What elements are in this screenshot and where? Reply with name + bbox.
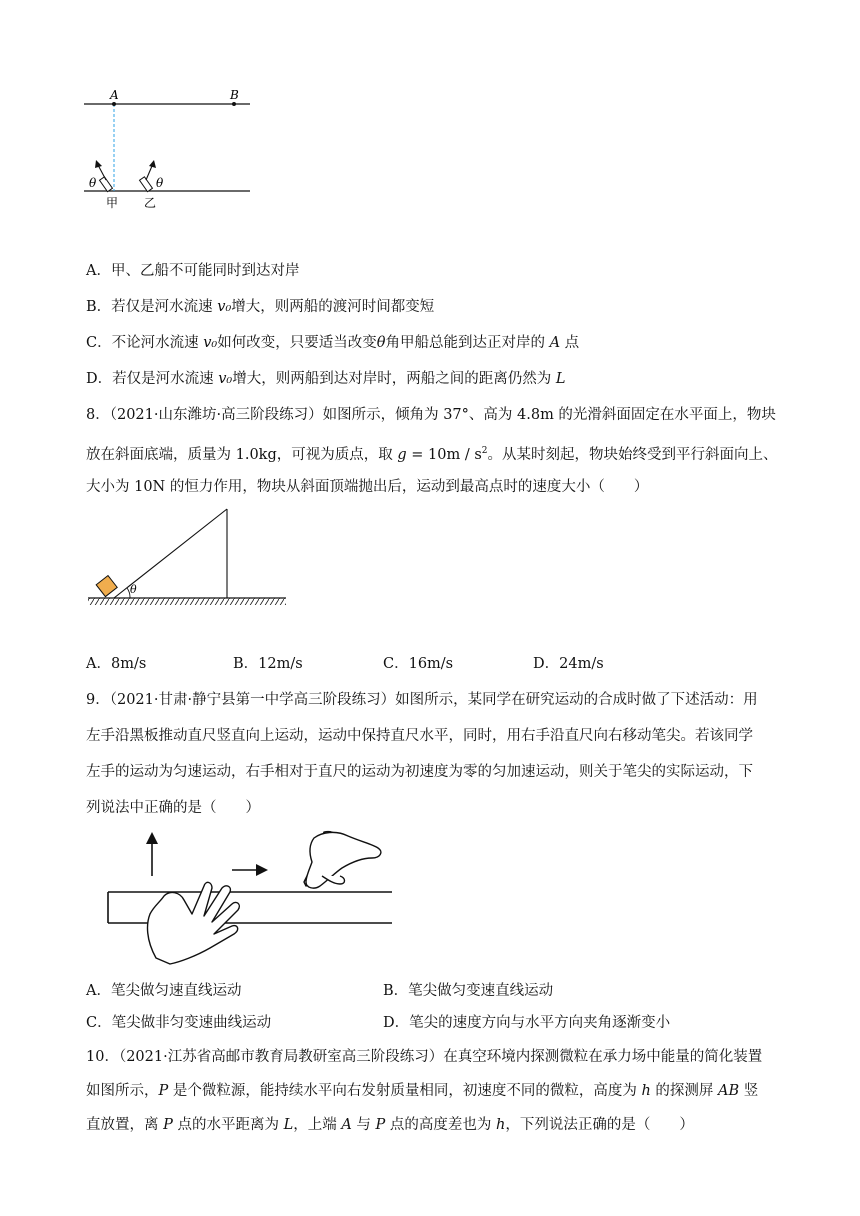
q10-stem-3c: ，上端: [293, 1117, 342, 1133]
label-A: A: [110, 88, 119, 102]
q7-option-b-var: v₀: [217, 299, 232, 315]
q9-option-b: [383, 981, 553, 1001]
q10-stem-2d: 竖: [739, 1083, 759, 1099]
q10-stem-3d: 与: [351, 1117, 376, 1133]
right-hand-with-pen: [304, 832, 381, 888]
q10-stem-2AB: AB: [718, 1083, 740, 1099]
q7-option-d-var: v₀: [218, 371, 233, 387]
q10-stem-line-2: [86, 1081, 758, 1101]
q10-stem-2b: 是个微粒源，能持续水平向右发射质量相同，初速度不同的微粒，高度为: [168, 1083, 642, 1099]
q10-stem-3a: 直放置，离: [86, 1117, 164, 1133]
right-arrow-head: [256, 864, 268, 876]
q8-option-a-text: A．8m/s: [86, 656, 147, 672]
river-boats-figure: [80, 86, 260, 212]
point-A-dot: [112, 102, 116, 106]
q7-option-d-pre: D．若仅是河水流速: [86, 371, 219, 387]
q10-stem-2a: 如图所示，: [86, 1083, 159, 1099]
q10-stem-line-3: [86, 1115, 694, 1135]
q10-stem-3h: h: [496, 1117, 506, 1133]
q8-stem-text-2-pre: 放在斜面底端，质量为 1.0kg，可视为质点，取: [86, 446, 398, 463]
q9-option-c-text: C．笔尖做非匀变速曲线运动: [86, 1015, 272, 1031]
q9-stem-line-3: [86, 762, 753, 782]
arrowhead-yi: [149, 160, 156, 168]
velocity-arrow-yi: [146, 166, 152, 180]
q7-option-c-pre: C．不论河水流速: [86, 335, 204, 351]
q8-option-c-text: C．16m/s: [383, 656, 454, 672]
q10-stem-3e: 点的高度差也为: [385, 1117, 497, 1133]
q9-stem-line-1: [86, 690, 758, 710]
ruler-hands-figure: [100, 828, 400, 966]
q7-option-c: [86, 333, 579, 353]
label-theta-incline: θ: [130, 583, 137, 596]
q7-option-c-mid: 如何改变，只要适当改变: [217, 335, 377, 351]
q8-option-d-text: D．24m/s: [533, 656, 604, 672]
q10-stem-3P2: P: [375, 1117, 386, 1133]
q8-option-c: [383, 654, 453, 674]
q9-option-a: [86, 981, 241, 1001]
block: [96, 576, 117, 597]
q9-option-b-text: B．笔尖做匀变速直线运动: [383, 983, 554, 999]
q7-option-c-mid2: 角甲船总能到达正对岸的: [385, 335, 550, 351]
q7-option-a-text: A．甲、乙船不可能同时到达对岸: [86, 263, 300, 279]
q8-stem-line-2: [86, 441, 778, 465]
q10-stem-3f: ，下列说法正确的是（ ）: [505, 1117, 694, 1133]
q9-stem-text-2: 左手沿黑板推动直尺竖直向上运动，运动中保持直尺水平，同时，用右手沿直尺向右移动笔尖。若该同学: [86, 728, 753, 744]
q10-stem-text-1: 10．（2021·江苏省高邮市教育局教研室高三阶段练习）在真空环境内探测微粒在承力场中能量的简化装置: [86, 1049, 763, 1065]
q8-stem-text-3: 大小为 10N 的恒力作用，物块从斜面顶端抛出后，运动到最高点时的速度大小（ ）: [86, 479, 649, 495]
q9-stem-text-1: 9．（2021·甘肃·静宁县第一中学高三阶段练习）如图所示，某同学在研究运动的合成时做了下述活动：用: [86, 692, 758, 708]
q8-option-a: [86, 654, 146, 674]
q7-option-d: [86, 369, 566, 389]
q9-option-d-text: D．笔尖的速度方向与水平方向夹角逐渐变小: [383, 1015, 671, 1031]
q9-stem-text-4: 列说法中正确的是（ ）: [86, 800, 260, 816]
q8-option-b-text: B．12m/s: [233, 656, 303, 672]
q7-option-c-theta: θ: [376, 335, 386, 351]
left-hand: [148, 882, 240, 964]
q8-option-b: [233, 654, 303, 674]
q9-stem-line-2: [86, 726, 753, 746]
q7-option-b-pre: B．若仅是河水流速: [86, 299, 218, 315]
q8-option-d: [533, 654, 604, 674]
q7-option-a: [86, 261, 299, 281]
q7-option-c-var: v₀: [203, 335, 218, 351]
q8-stem-text-1: 8．（2021·山东潍坊·高三阶段练习）如图所示，倾角为 37°、高为 4.8m 的光滑斜面固定在水平面上，物块: [86, 407, 776, 423]
label-jia: 甲: [106, 196, 119, 210]
q10-stem-2c: 的探测屏: [650, 1083, 719, 1099]
q10-stem-3b: 点的水平距离为: [172, 1117, 284, 1133]
incline-figure: [84, 503, 290, 611]
q7-option-d-post: 增大，则两船到达对岸时，两船之间的距离仍然为: [232, 371, 556, 387]
q9-stem-line-4: [86, 798, 260, 818]
q9-option-d: [383, 1013, 670, 1033]
q10-stem-3P: P: [163, 1117, 173, 1133]
q9-stem-text-3: 左手的运动为匀速运动，右手相对于直尺的运动为初速度为零的匀加速运动，则关于笔尖的实际运动，下: [86, 764, 753, 780]
q7-option-b-post: 增大，则两船的渡河时间都变短: [231, 299, 435, 315]
point-B-dot: [232, 102, 236, 106]
q7-option-c-A: A: [549, 335, 561, 351]
velocity-arrow-jia: [98, 165, 106, 180]
q8-stem-eq: = 10m / s: [406, 446, 482, 463]
arrowhead-jia: [95, 160, 102, 168]
q7-option-b: [86, 297, 434, 317]
q8-stem-text-2-post: 。从某时刻起，物块始终受到平行斜面向上、: [487, 446, 778, 463]
q8-stem-line-3: [86, 477, 648, 497]
q8-stem-line-1: [86, 405, 776, 425]
q8-stem-exp: 2: [481, 446, 488, 456]
label-yi: 乙: [144, 196, 157, 210]
q10-stem-3A: A: [341, 1117, 352, 1133]
q10-stem-2h: h: [641, 1083, 651, 1099]
q8-stem-g: g: [397, 446, 407, 463]
q9-option-a-text: A．笔尖做匀速直线运动: [86, 983, 242, 999]
label-B: B: [230, 88, 239, 102]
q10-stem-line-1: [86, 1047, 762, 1067]
q7-option-d-L: L: [555, 371, 566, 387]
q7-option-c-post: 点: [560, 335, 580, 351]
ground-hatch: [88, 598, 286, 605]
q10-stem-3L: L: [283, 1117, 294, 1133]
up-arrow-head: [146, 832, 158, 844]
q9-option-c: [86, 1013, 271, 1033]
label-theta-right: θ: [156, 176, 164, 190]
label-theta-left: θ: [89, 176, 97, 190]
q10-stem-2P: P: [158, 1083, 169, 1099]
